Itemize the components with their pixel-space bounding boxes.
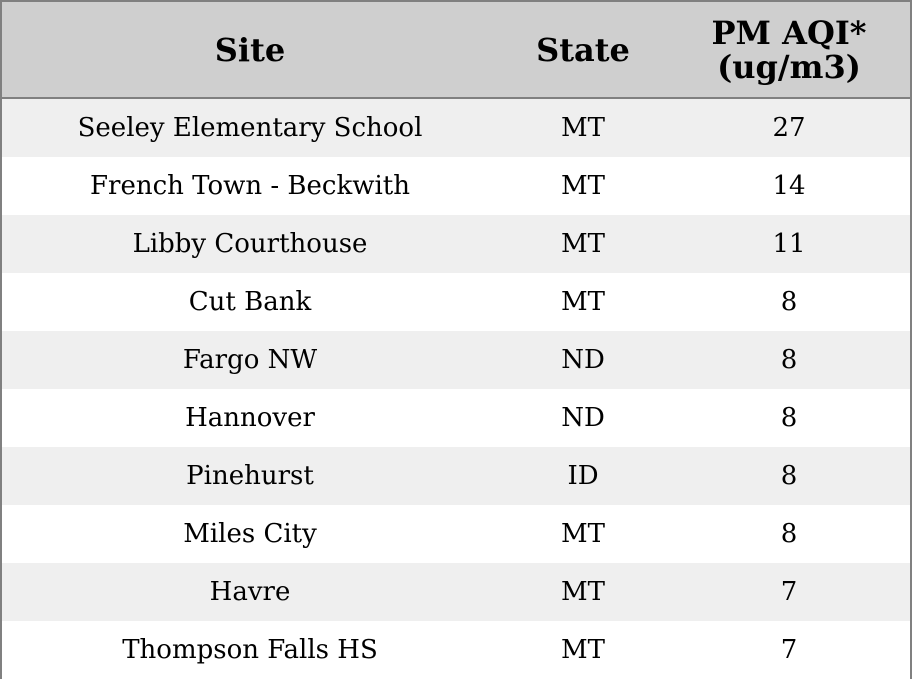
site-cell: French Town - Beckwith — [89, 171, 411, 201]
site-cell: Fargo NW — [182, 345, 318, 375]
state-cell: MT — [561, 287, 605, 317]
table-row — [2, 621, 910, 679]
state-cell: ID — [567, 461, 599, 491]
pm-aqi-cell: 8 — [780, 345, 798, 375]
table-row — [2, 447, 910, 505]
site-cell: Libby Courthouse — [132, 229, 368, 259]
pm-aqi-cell: 8 — [780, 403, 798, 433]
state-cell: ND — [561, 345, 605, 375]
state-cell: MT — [561, 113, 605, 143]
table-row — [2, 273, 910, 331]
pm-aqi-cell: 11 — [772, 229, 806, 259]
table-row — [2, 157, 910, 215]
state-cell: MT — [561, 519, 605, 549]
pm-aqi-cell: 27 — [772, 113, 806, 143]
header-pm-aqi-line2: (ug/m3) — [717, 47, 861, 86]
site-cell: Hannover — [185, 403, 315, 433]
site-cell: Havre — [209, 577, 291, 607]
site-cell: Cut Bank — [188, 287, 312, 317]
site-cell: Pinehurst — [186, 461, 314, 491]
header-site: Site — [214, 30, 286, 69]
site-cell: Seeley Elementary School — [77, 113, 423, 143]
header-state: State — [536, 30, 630, 69]
table-row — [2, 389, 910, 447]
site-cell: Thompson Falls HS — [122, 635, 378, 665]
state-cell: MT — [561, 229, 605, 259]
pm-aqi-cell: 14 — [772, 171, 806, 201]
pm-aqi-cell: 7 — [780, 577, 798, 607]
table-body — [2, 99, 910, 679]
table-row — [2, 99, 910, 157]
table-header — [2, 2, 910, 99]
state-cell: ND — [561, 403, 605, 433]
header-pm-aqi — [668, 2, 910, 97]
state-cell: MT — [561, 577, 605, 607]
table-row — [2, 505, 910, 563]
table-row — [2, 331, 910, 389]
pm-aqi-cell: 8 — [780, 287, 798, 317]
header-pm-aqi-line1: PM AQI* — [711, 13, 867, 52]
pm-aqi-cell: 7 — [780, 635, 798, 665]
pm-aqi-cell: 8 — [780, 519, 798, 549]
state-cell: MT — [561, 635, 605, 665]
table-row — [2, 563, 910, 621]
site-cell: Miles City — [183, 519, 317, 549]
pm-aqi-cell: 8 — [780, 461, 798, 491]
state-cell: MT — [561, 171, 605, 201]
table-row — [2, 215, 910, 273]
